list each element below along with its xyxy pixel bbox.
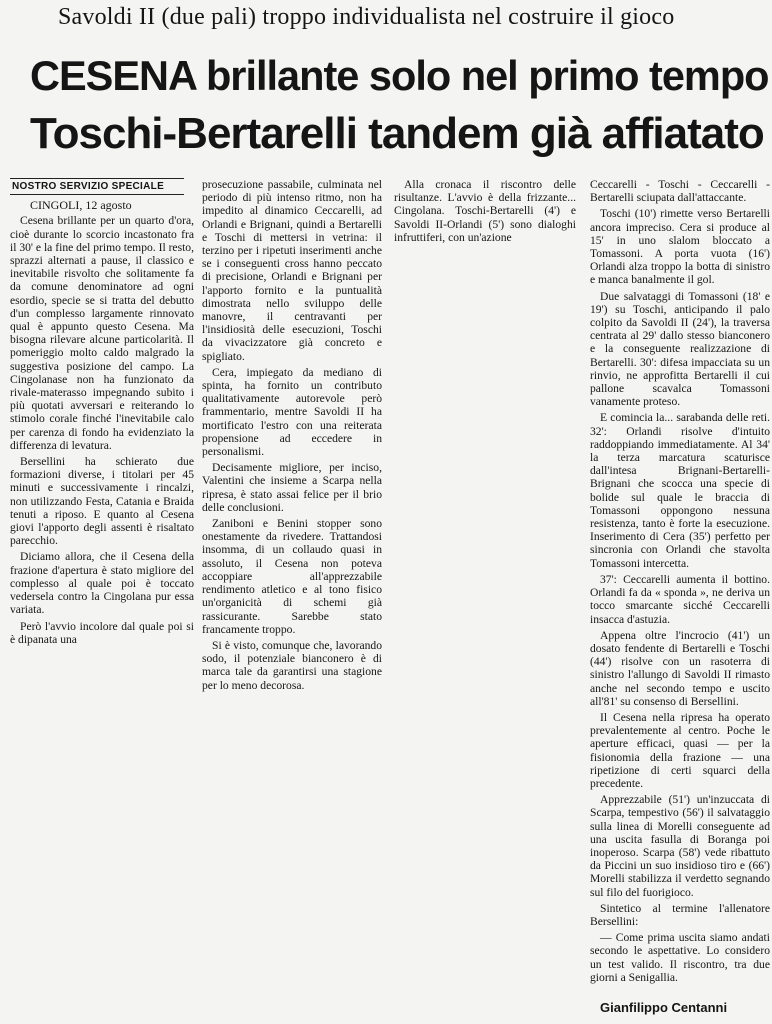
paragraph: Alla cronaca il riscontro delle risultanze. L'avvio è della frizzante... Cingolana. Toschi-Bertarelli (4') e Savoldi II-Orlandi (5') sono dialoghi infruttiferi, con un'azione [394, 178, 576, 244]
column-1 [10, 178, 194, 649]
paragraph: Zaniboni e Benini stopper sono onestamente da rivedere. Trattandosi insomma, di un collaudo quasi in assoluto, il Cesena non poteva accoppiare all'apprezzabile rendimento atletico e al tono fisico un'organicità di schemi già rassicurante. Sarebbe stato francamente troppo. [202, 517, 382, 636]
service-label: NOSTRO SERVIZIO SPECIALE [10, 178, 184, 195]
headline-line-2: Toschi-Bertarelli tandem già affiatato [30, 109, 764, 158]
paragraph: Due salvataggi di Tomassoni (18' e 19') su Toschi, anticipando il palo colpito da Savoldi II (24'), la traversa centrata al 29' dallo stesso bianconero e la conseguente realizzazione di Bertarelli. 30': difesa impacciata su un rinvio, ne approfitta Bertarelli il cui pallone scavalca Tomassoni vanamente proteso. [590, 289, 770, 409]
paragraph: prosecuzione passabile, culminata nel periodo di più intenso ritmo, non ha impedito al dinamico Ceccarelli, ad Orlandi e Brignani, quindi a Bertarelli e Toschi di mettersi in vetrina: il terzino per i ripetuti inserimenti anche se i conseguenti cross hanno peccato di precisione, Orlandi e Brignani per l'apporto fornito e la puntualità dimostrata nello sviluppo delle manovre, il centravanti per l'insidiosità delle esecuzioni, Toschi da vivacizzatore già concreto e spigliato. [202, 178, 382, 363]
column-2 [202, 178, 382, 695]
byline: Gianfilippo Centanni [600, 1000, 728, 1015]
paragraph: — Come prima uscita siamo andati secondo le aspettative. Lo considero un test valido. Il riscontro, tra due giorni a Senigallia. [590, 931, 770, 984]
dateline: CINGOLI, 12 agosto [30, 198, 132, 213]
paragraph: Toschi (10') rimette verso Bertarelli ancora impreciso. Cera si produce al 15' in uno slalom bloccato a Tomassoni. A porta vuota (16') Orlandi alza troppo la botta di sinistro e manca banalmente il gol. [590, 207, 770, 287]
paragraph: Cera, impiegato da mediano di spinta, ha fornito un contributo qualitativamente autorevole però frammentario, mentre Savoldi II ha mortificato l'estro con una reiterata propensione ad eccedere in personalismi. [202, 365, 382, 459]
column-4 [590, 178, 770, 987]
paragraph: 37': Ceccarelli aumenta il bottino. Orlandi fa da « sponda », ne deriva un tocco smarcante sicché Ceccarelli insacca d'astuzia. [590, 572, 770, 626]
paragraph: Decisamente migliore, per inciso, Valentini che insieme a Scarpa nella ripresa, è stato assai felice per il brio delle conclusioni. [202, 461, 382, 514]
paragraph: Sintetico al termine l'allenatore Bersellini: [590, 901, 770, 928]
paragraph: Cesena brillante per un quarto d'ora, cioè durante lo scorcio incastonato fra il 30' e la fine del primo tempo. Il resto, sprazzi alternati a pause, il classico e inevitabile risvolto che solitamente fa da comune denominatore ad ogni esordio, specie se si tratta del debutto d'un complesso largamente rinnovato qual è appunto questo Cesena. Ma bisogna rilevare alcune particolarità. Il pomeriggio molto caldo malgrado la suggestiva posizione del campo. La Cingolanase non ha funzionato da rivale-materasso impegnando subito i più quotati avversari e reiterando lo stimolo corale finché l'inevitabile calo per carenza di fondo ha evidenziato la differenza di levatura. [10, 214, 194, 452]
paragraph: Diciamo allora, che il Cesena della frazione d'apertura è stato migliore del complesso al quale poi è toccato vedersela contro la Cingolana pur essa variata. [10, 550, 194, 617]
paragraph: Apprezzabile (51') un'inzuccata di Scarpa, tempestivo (56') il salvataggio sulla linea di Morelli conseguente ad una uscita fasulla di Boranga poi inoperoso. Scarpa (58') vede ribattuto da Piccini un suo insidioso tiro e (66') Morelli stabilizza il verdetto segnando sul filo del fuorigioco. [590, 793, 770, 899]
paragraph: Si è visto, comunque che, lavorando sodo, il potenziale bianconero è di marca tale da garantirsi una stagione per lo meno decorosa. [202, 638, 382, 692]
paragraph: Appena oltre l'incrocio (41') un dosato fendente di Bertarelli e Toschi (44') risolve con un rasoterra di sinistro l'allungo di Savoldi II rimasto anche nel secondo tempo e uscito all'81' su consenso di Bersellini. [590, 628, 770, 708]
paragraph: Ceccarelli - Toschi - Ceccarelli - Bertarelli sciupata dall'attaccante. [590, 178, 770, 205]
kicker: Savoldi II (due pali) troppo individualista nel costruire il gioco [58, 4, 675, 30]
paragraph: Il Cesena nella ripresa ha operato prevalentemente al centro. Poche le aperture efficaci, quasi — per la fisionomia della frazione — una ripetizione di certi squarci della precedente. [590, 710, 770, 790]
headline-line-1: CESENA brillante solo nel primo tempo [30, 52, 769, 99]
paragraph: Però l'avvio incolore dal quale poi si è dipanata una [10, 619, 194, 646]
paragraph: Bersellini ha schierato due formazioni diverse, i titolari per 45 minuti e successivamente i rincalzi, non utilizzando Festa, Catania e Braida tenuti a riposo. E quanto al Cesena giovi l'apporto degli assenti è risaltato parecchio. [10, 455, 194, 548]
paragraph: E comincia la... sarabanda delle reti. 32': Orlandi risolve d'intuito raddoppiando immediatamente. Al 34' la terza marcatura scaturisce dall'intesa Brignani-Bertarelli-Brignani che scocca una specie di bolide sul quale le braccia di Tomassoni oppongono nessuna resistenza, tanto è forte la esecuzione. Inserimento di Cera (35') perfetto per sincronia con Orlandi che stavolta Tomassoni intercetta. [590, 411, 770, 570]
column-3 [394, 178, 576, 247]
